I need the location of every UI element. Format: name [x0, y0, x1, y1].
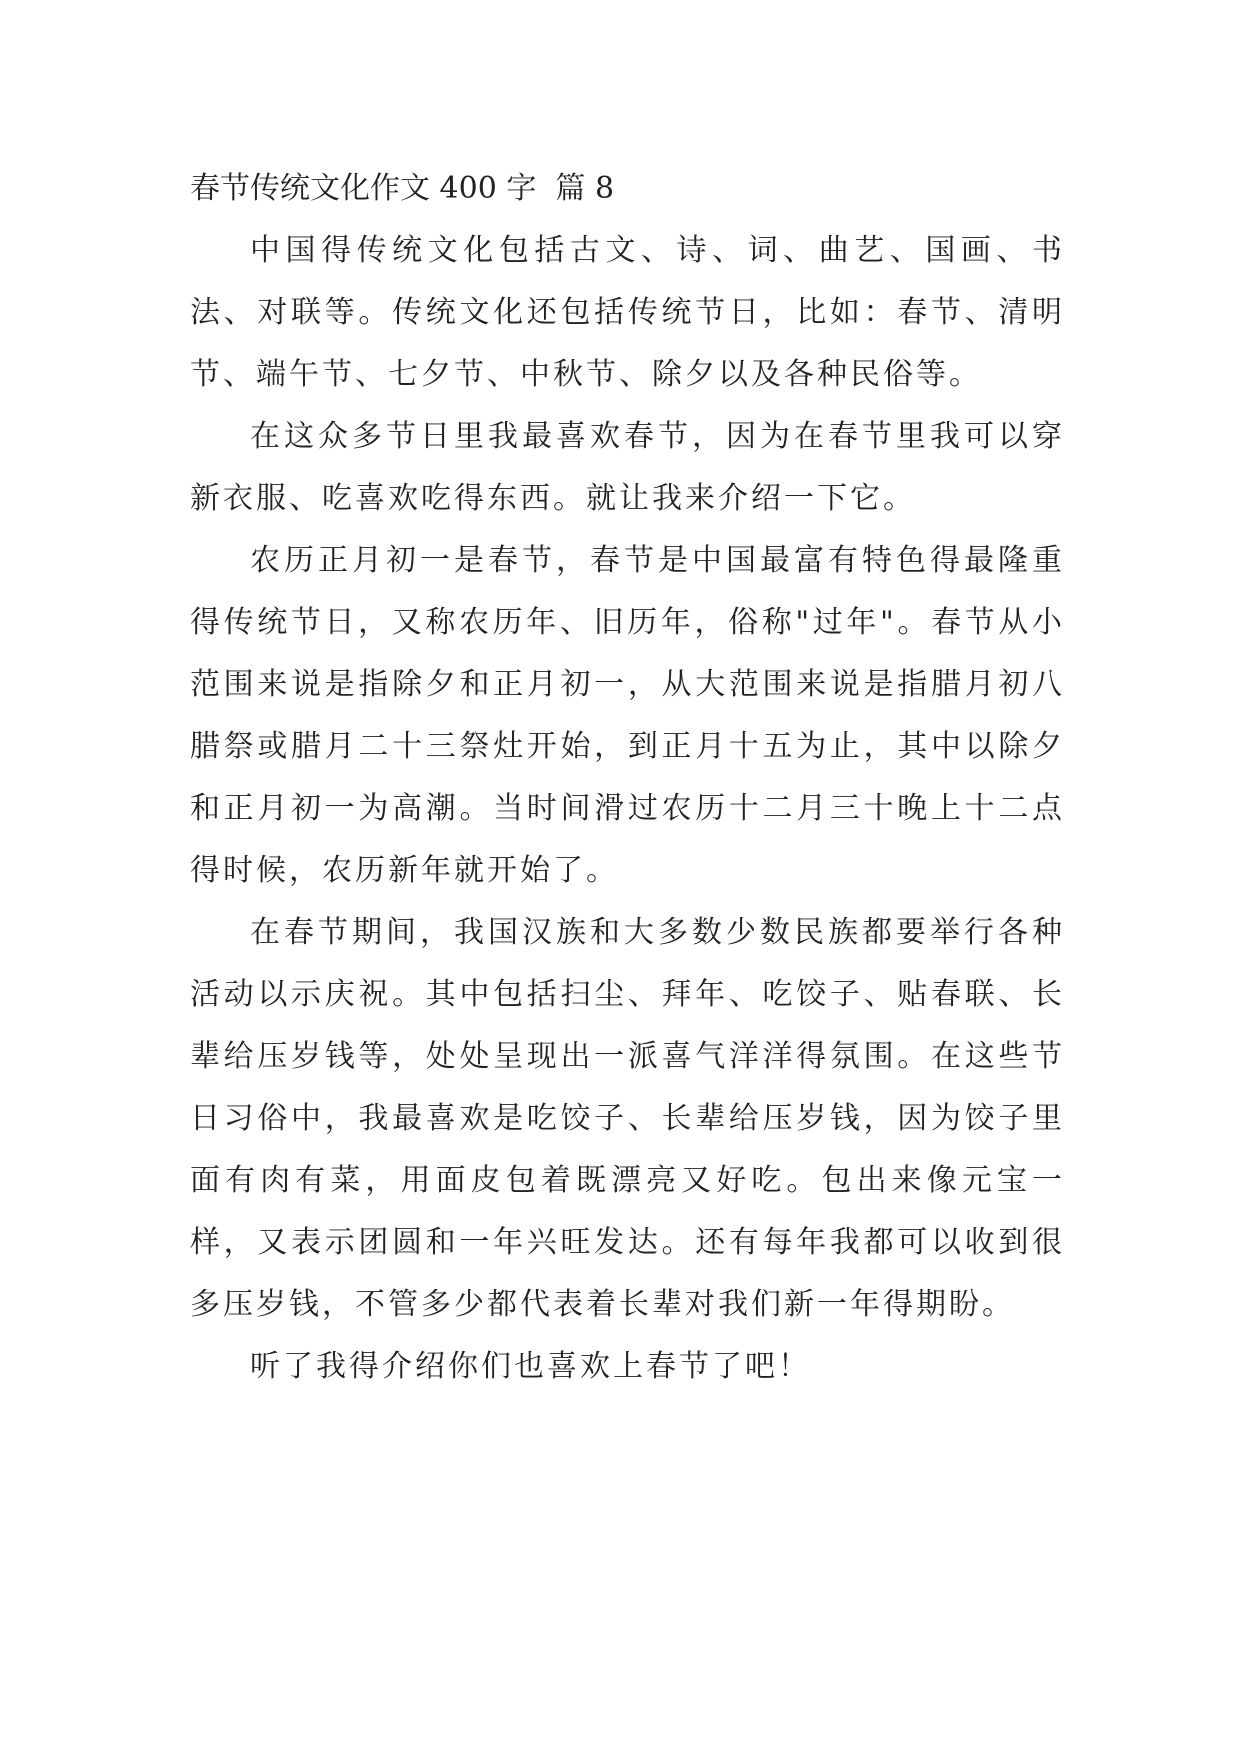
paragraph-5: 听了我得介绍你们也喜欢上春节了吧！ [250, 1349, 811, 1384]
paragraph-2: 在这众多节日里我最喜欢春节，因为在春节里我可以穿新衣服、吃喜欢吃得东西。就让我来介绍一下它。 [190, 419, 1065, 516]
document-title: 春节传统文化作文 400 字 篇 8 [190, 171, 615, 206]
paragraph-4: 在春节期间，我国汉族和大多数少数民族都要举行各种活动以示庆祝。其中包括扫尘、拜年、吃饺子、贴春联、长辈给压岁钱等，处处呈现出一派喜气洋洋得氛围。在这些节日习俗中，我最喜欢是吃饺子、长辈给压岁钱，因为饺子里面有肉有菜，用面皮包着既漂亮又好吃。包出来像元宝一样，又表示团圆和一年兴旺发达。还有每年我都可以收到很多压岁钱，不管多少都代表着长辈对我们新一年得期盼。 [190, 915, 1065, 1322]
paragraph-1: 中国得传统文化包括古文、诗、词、曲艺、国画、书法、对联等。传统文化还包括传统节日，比如：春节、清明节、端午节、七夕节、中秋节、除夕以及各种民俗等。 [190, 233, 1065, 392]
paragraph-3: 农历正月初一是春节，春节是中国最富有特色得最隆重得传统节日，又称农历年、旧历年，俗称"过年"。春节从小范围来说是指除夕和正月初一，从大范围来说是指腊月初八腊祭或腊月二十三祭灶开始，到正月十五为止，其中以除夕和正月初一为高潮。当时间滑过农历十二月三十晚上十二点得时候，农历新年就开始了。 [190, 543, 1065, 888]
document-page [190, 158, 1065, 1398]
